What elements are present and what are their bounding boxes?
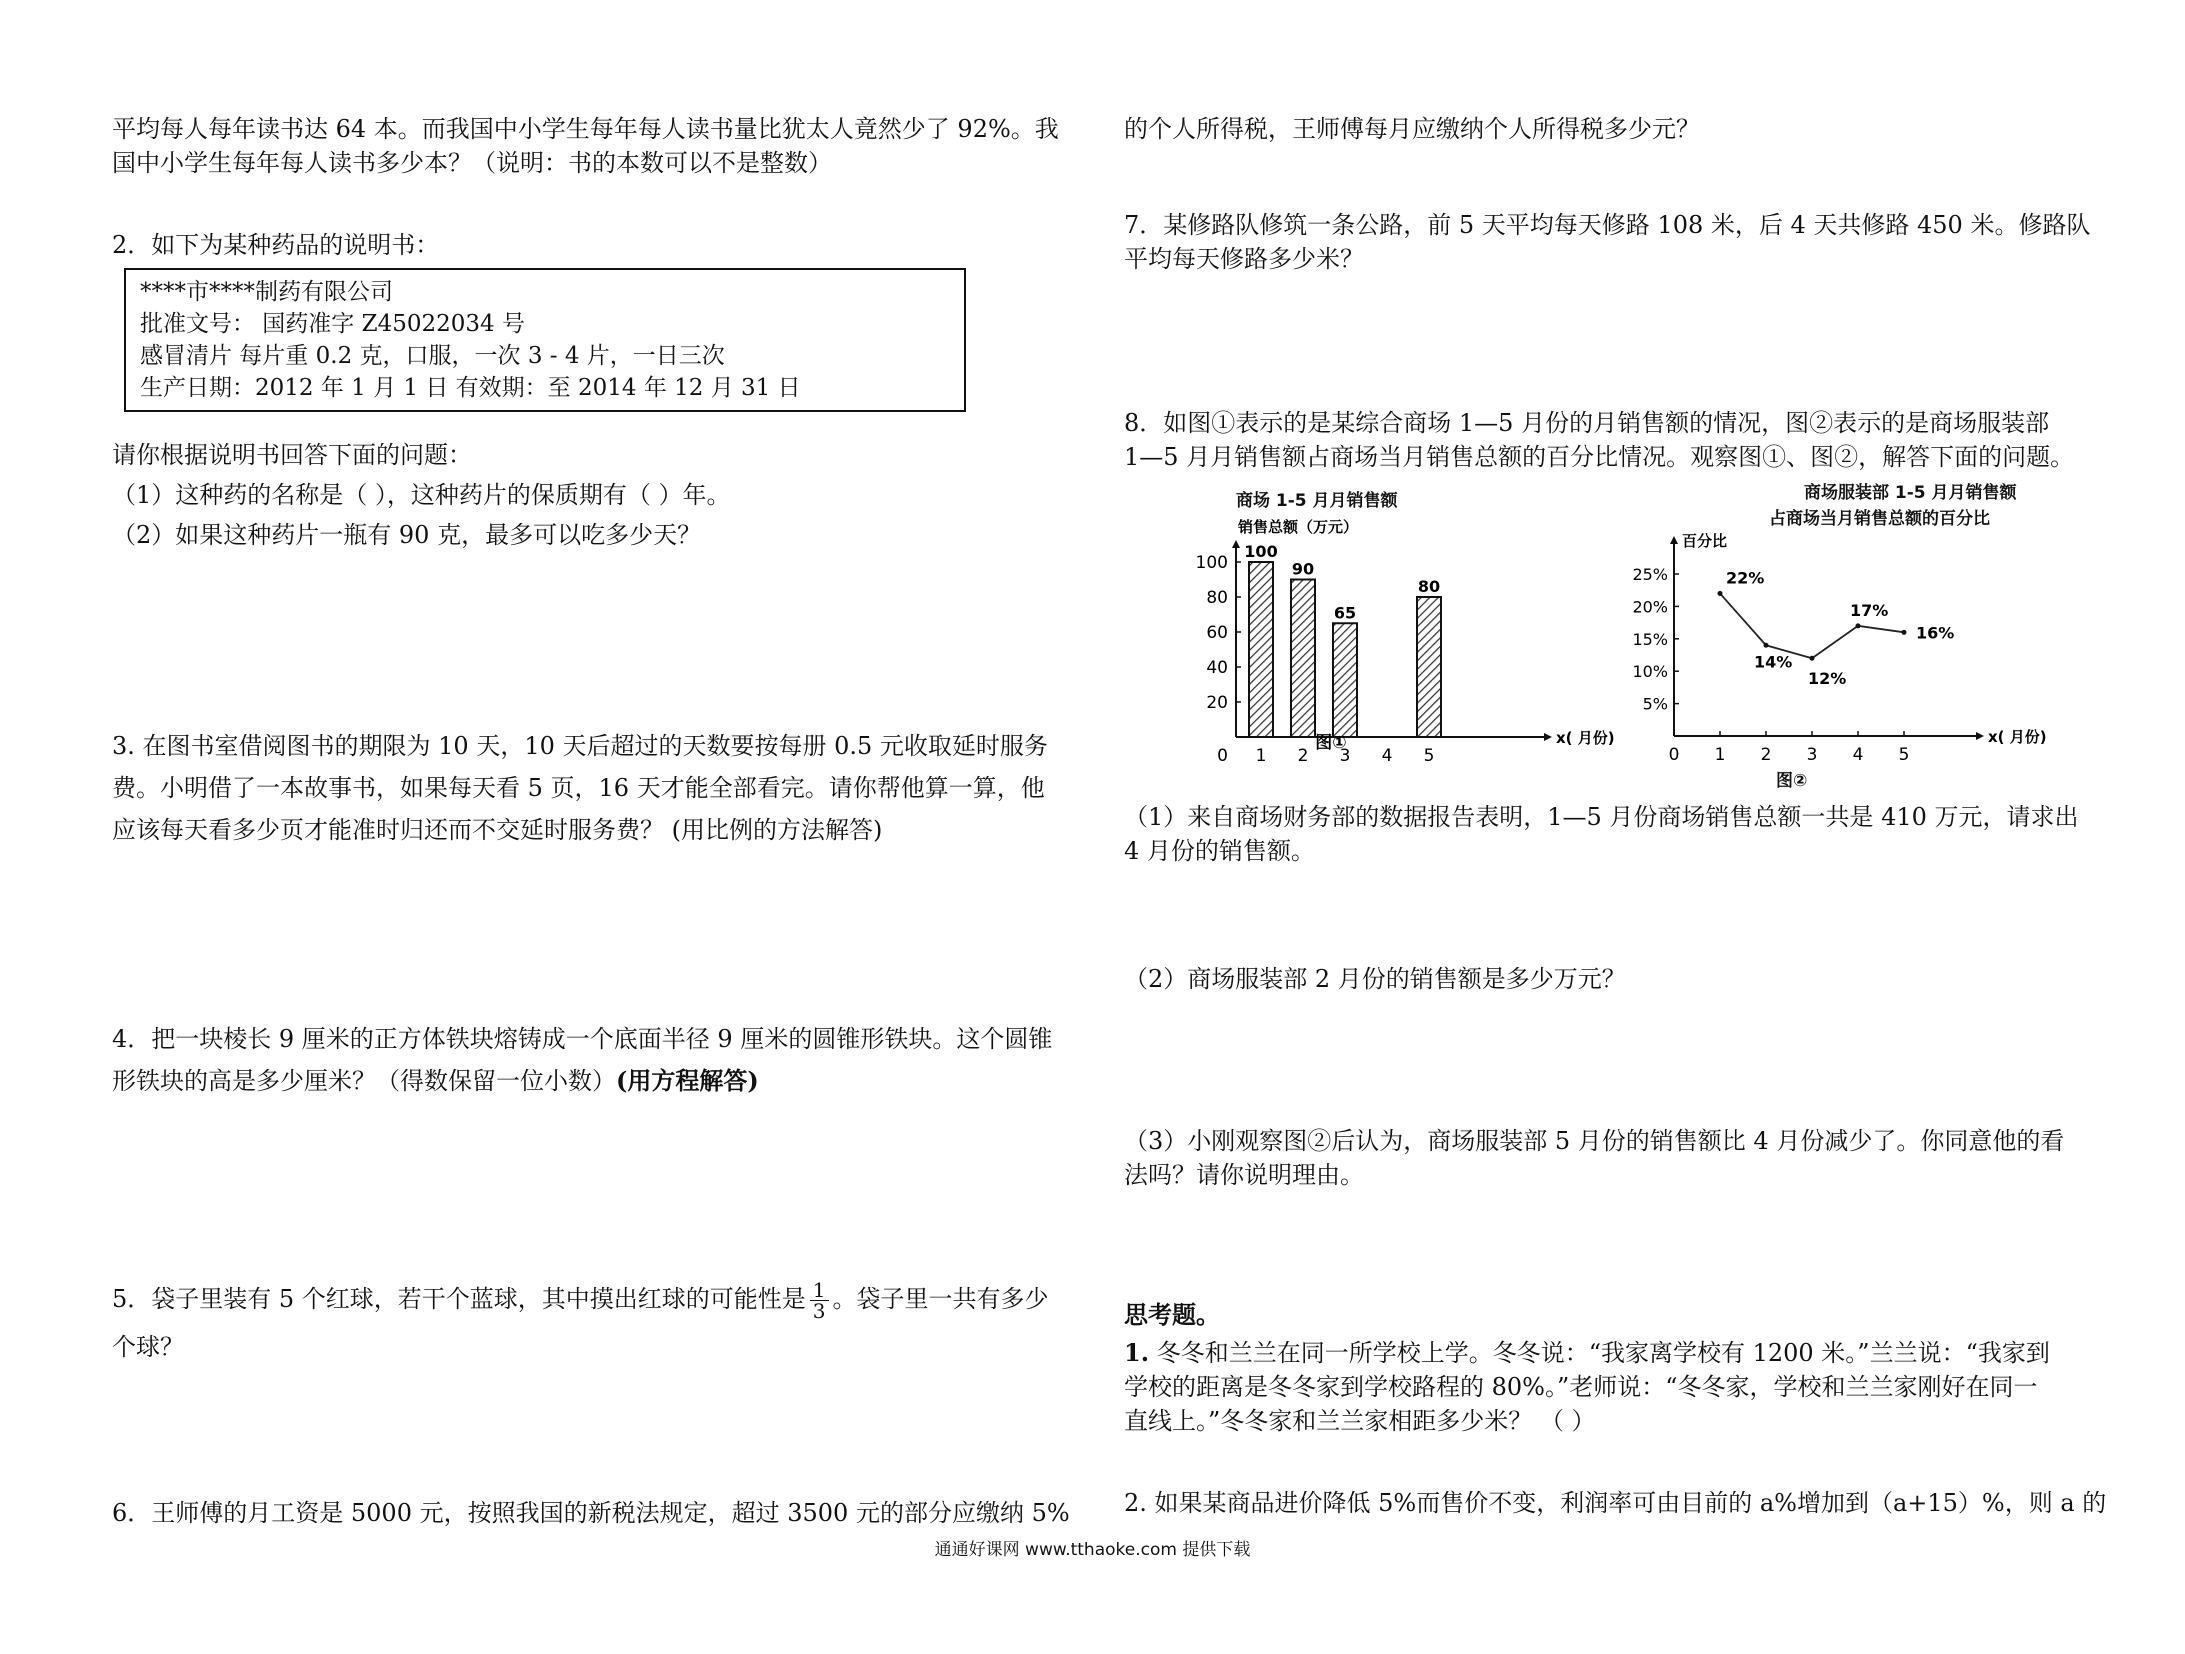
- chart2-xtick-label: 4: [1852, 745, 1864, 765]
- chart2-y-arrow: [1670, 536, 1678, 544]
- chart2-origin: 0: [1668, 745, 1680, 765]
- q6-line-1: 6．王师傅的月工资是 5000 元，按照我国的新税法规定，超过 3500 元的部分应缴纳 5%: [112, 1499, 1070, 1527]
- think-q1-line-2: 学校的距离是冬冬家到学校路程的 80%。”老师说：“冬冬家，学校和兰兰家刚好在同一: [1124, 1373, 2038, 1401]
- chart1-xtick-label: 2: [1297, 746, 1309, 766]
- chart2-xtick-label: 3: [1806, 745, 1818, 765]
- chart2-title-line-1: 商场服装部 1-5 月月销售额: [1804, 483, 2017, 503]
- chart1-bar: [1333, 623, 1357, 737]
- q2-part-1: （1）这种药的名称是（ ），这种药片的保质期有（ ）年。: [112, 481, 731, 509]
- q3-line-2: 费。小明借了一本故事书，如果每天看 5 页，16 天才能全部看完。请你帮他算一算，他: [112, 774, 1045, 802]
- chart1-xtick-label: 4: [1381, 746, 1393, 766]
- chart2-xtick-label: 1: [1714, 745, 1726, 765]
- chart1-origin: 0: [1217, 746, 1228, 766]
- chart2-x-arrow: [1976, 732, 1984, 740]
- chart1-bar: [1249, 562, 1273, 737]
- chart2-xtick-label: 5: [1898, 745, 1910, 765]
- q2-part-2: （2）如果这种药片一瓶有 90 克，最多可以吃多少天？: [112, 521, 702, 549]
- chart2-xtick-label: 2: [1760, 745, 1772, 765]
- q4-line-2: [112, 1064, 759, 1098]
- chart2-point-label: 22%: [1726, 568, 1765, 588]
- chart2-point: [1810, 656, 1815, 661]
- q5-fraction-numerator: 1: [810, 1280, 829, 1301]
- chart1-bar-label: 90: [1291, 559, 1315, 579]
- chart1-bar-label: 100: [1244, 542, 1278, 561]
- q7-line-1: 7．某修路队修筑一条公路，前 5 天平均每天修路 108 米，后 4 天共修路 450 米。修路队: [1124, 211, 2091, 239]
- chart2-xlabel: x( 月份): [1988, 728, 2047, 746]
- q5-fraction-denominator: 3: [812, 1299, 826, 1323]
- chart2-point-label: 12%: [1808, 669, 1847, 689]
- chart1-ytick-label: 100: [1195, 553, 1228, 573]
- chart1-caption: 图①: [1315, 733, 1347, 753]
- chart2-ylabel: 百分比: [1682, 532, 1728, 550]
- chart1-xtick-label: 1: [1255, 746, 1267, 766]
- q6-line-2: 的个人所得税，王师傅每月应缴纳个人所得税多少元？: [1124, 115, 1700, 143]
- medicine-company: ****市****制药有限公司: [140, 279, 393, 305]
- chart1-y-arrow: [1232, 540, 1240, 548]
- medicine-dosage: 感冒清片 每片重 0.2 克，口服，一次 3 - 4 片，一日三次: [140, 343, 725, 369]
- chart2-ytick-label: 10%: [1632, 662, 1668, 682]
- chart2-caption: 图②: [1776, 771, 1808, 791]
- medicine-approval-number: 批准文号： 国药准字 Z45022034 号: [140, 311, 525, 337]
- q5-text-a: 5．袋子里装有 5 个红球，若干个蓝球，其中摸出红球的可能性是: [112, 1285, 806, 1313]
- chart2-point: [1856, 623, 1861, 628]
- q3-line-3: 应该每天看多少页才能准时归还而不交延时服务费？ (用比例的方法解答): [112, 816, 883, 844]
- chart2-ytick-label: 5%: [1642, 694, 1668, 714]
- q1-text-line-1: 平均每人每年读书达 64 本。而我国中小学生每年每人读书量比犹太人竟然少了 92%。我: [112, 115, 1059, 143]
- chart2-point-label: 16%: [1916, 623, 1955, 643]
- q8-part-1-line-1: （1）来自商场财务部的数据报告表明，1—5 月份商场销售总额一共是 410 万元，请求出: [1124, 803, 2079, 831]
- chart1-ylabel: 销售总额（万元）: [1238, 518, 1359, 536]
- q4-line-1: 4．把一块棱长 9 厘米的正方体铁块熔铸成一个底面半径 9 厘米的圆锥形铁块。这个圆锥: [112, 1025, 1053, 1053]
- q2-prompt: 请你根据说明书回答下面的问题：: [112, 441, 472, 469]
- thinking-section-title: 思考题。: [1124, 1300, 1220, 1329]
- chart2-point: [1902, 630, 1907, 635]
- chart1-ytick-label: 80: [1206, 588, 1228, 608]
- q2-title: 2．如下为某种药品的说明书：: [112, 231, 440, 259]
- medicine-label-box: [124, 268, 966, 412]
- footer-source: 通通好课网 www.tthaoke.com 提供下载: [934, 1540, 1251, 1560]
- q8-part-1-line-2: 4 月份的销售额。: [1124, 837, 1315, 865]
- think-q2-line-1: 2. 如果某商品进价降低 5%而售价不变，利润率可由目前的 a%增加到（a+15）%，则 a 的: [1124, 1489, 2107, 1517]
- chart2-ytick-label: 20%: [1632, 597, 1668, 617]
- q1-text-line-2: 国中小学生每年每人读书多少本？（说明：书的本数可以不是整数）: [112, 149, 832, 177]
- chart1-xtick-label: 5: [1423, 746, 1435, 766]
- chart2-line: [1564, 526, 2047, 765]
- chart1-xtick-label: 3: [1339, 746, 1351, 766]
- q8-line-1: 8．如图①表示的是某综合商场 1—5 月份的月销售额的情况，图②表示的是商场服装部: [1124, 409, 2050, 437]
- chart2-ytick-label: 15%: [1632, 629, 1668, 649]
- chart1-ytick-label: 60: [1206, 623, 1228, 643]
- chart2-point-label: 14%: [1754, 652, 1793, 672]
- chart2-ytick-label: 25%: [1632, 565, 1668, 584]
- chart1-bar: [1124, 512, 1615, 766]
- chart2-point: [1718, 591, 1723, 596]
- q4-method-note: (用方程解答): [616, 1066, 759, 1095]
- chart2-point-label: 17%: [1850, 600, 1889, 620]
- chart1-title: 商场 1-5 月月销售额: [1236, 491, 1398, 511]
- medicine-dates: 生产日期：2012 年 1 月 1 日 有效期：至 2014 年 12 月 31 日: [140, 375, 801, 401]
- chart2-title-line-2: 占商场当月销售总额的百分比: [1769, 509, 1990, 529]
- chart1-bar-label: 65: [1333, 603, 1357, 623]
- q5-fraction: [810, 1280, 829, 1321]
- think-q1-line-3: 直线上。”冬冬家和兰兰家相距多少米？ （ ）: [1124, 1407, 1596, 1435]
- q5-line-2: 个球？: [112, 1333, 184, 1361]
- q7-line-2: 平均每天修路多少米？: [1124, 245, 1364, 273]
- chart1-ytick-label: 20: [1206, 693, 1228, 713]
- chart1-bar-label: 80: [1417, 577, 1441, 596]
- chart1-ytick-label: 40: [1206, 658, 1228, 678]
- q8-part-3-line-2: 法吗？请你说明理由。: [1124, 1161, 1364, 1189]
- chart1-x-arrow: [1544, 733, 1552, 741]
- chart2-point: [1764, 643, 1769, 648]
- q8-line-2: 1—5 月月销售额占商场当月销售总额的百分比情况。观察图①、图②，解答下面的问题。: [1124, 443, 2075, 471]
- chart1-bar: [1291, 580, 1315, 738]
- q5-text-b: 。袋子里一共有多少: [832, 1285, 1049, 1313]
- think-q1-line-1-text: 冬冬和兰兰在同一所学校上学。冬冬说：“我家离学校有 1200 米。”兰兰说：“我家到: [1149, 1339, 2050, 1367]
- chart1-xlabel: x( 月份): [1556, 729, 1615, 747]
- q4-line-2-text: 形铁块的高是多少厘米？（得数保留一位小数）: [112, 1067, 616, 1095]
- think-q1-number: 1.: [1124, 1338, 1150, 1367]
- q5-line-1: [112, 1280, 1049, 1321]
- q8-part-2: （2）商场服装部 2 月份的销售额是多少万元？: [1124, 965, 1626, 993]
- q3-line-1: 3. 在图书室借阅图书的期限为 10 天，10 天后超过的天数要按每册 0.5 元收取延时服务: [112, 732, 1048, 760]
- think-q1-line-1: [1124, 1336, 2050, 1370]
- q8-part-3-line-1: （3）小刚观察图②后认为，商场服装部 5 月份的销售额比 4 月份减少了。你同意他的看: [1124, 1127, 2065, 1155]
- chart1-bar: [1417, 597, 1441, 737]
